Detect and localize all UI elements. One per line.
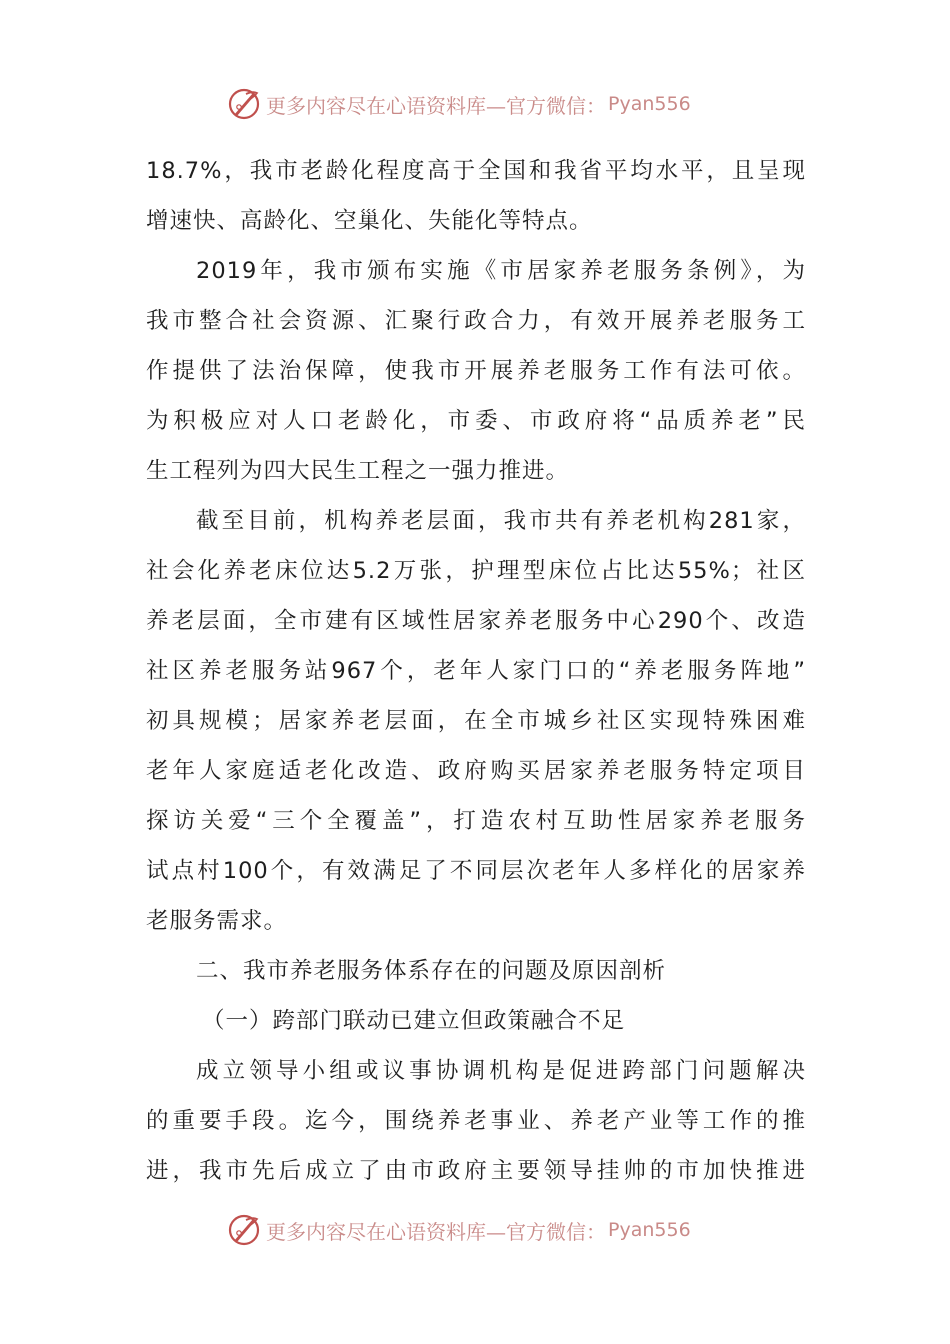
text-line: 为积极应对人口老龄化，市委、市政府将“品质养老”民 — [146, 408, 806, 434]
text-line: 成立领导小组或议事协调机构是促进跨部门问题解决 — [196, 1058, 806, 1084]
text-line: 养老层面，全市建有区域性居家养老服务中心290个、改造 — [146, 608, 806, 634]
watermark-wechat-id: Pyan556 — [608, 93, 691, 115]
text-line: 我市整合社会资源、汇聚行政合力，有效开展养老服务工 — [146, 308, 806, 334]
watermark-text: 更多内容尽在心语资料库—官方微信： — [266, 93, 606, 118]
text-line: 生工程列为四大民生工程之一强力推进。 — [146, 458, 570, 484]
watermark-wechat-id: Pyan556 — [608, 1219, 691, 1241]
text-line: 社区养老服务站967个，老年人家门口的“养老服务阵地” — [146, 658, 806, 684]
text-line: 老服务需求。 — [146, 908, 288, 934]
text-line: 2019年，我市颁布实施《市居家养老服务条例》，为 — [196, 258, 806, 284]
text-line: 试点村100个，有效满足了不同层次老年人多样化的居家养 — [146, 858, 806, 884]
text-line: 的重要手段。迄今，围绕养老事业、养老产业等工作的推 — [146, 1108, 806, 1134]
quill-logo-icon — [226, 1212, 262, 1248]
text-line: 增速快、高龄化、空巢化、失能化等特点。 — [146, 208, 593, 234]
text-line: 进，我市先后成立了由市政府主要领导挂帅的市加快推进 — [146, 1158, 806, 1184]
text-line: 18.7%，我市老龄化程度高于全国和我省平均水平，且呈现 — [146, 158, 806, 184]
watermark-footer — [226, 1210, 746, 1250]
text-line: 作提供了法治保障，使我市开展养老服务工作有法可依。 — [146, 358, 806, 384]
watermark-header — [226, 84, 746, 124]
text-line: 社会化养老床位达5.2万张，护理型床位占比达55%；社区 — [146, 558, 806, 584]
document-body — [146, 146, 806, 1196]
text-line: 截至目前，机构养老层面，我市共有养老机构281家， — [196, 508, 806, 534]
quill-logo-icon — [226, 86, 262, 122]
subsection-heading: （一）跨部门联动已建立但政策融合不足 — [202, 1008, 626, 1034]
text-line: 老年人家庭适老化改造、政府购买居家养老服务特定项目 — [146, 758, 806, 784]
text-line: 初具规模；居家养老层面，在全市城乡社区实现特殊困难 — [146, 708, 806, 734]
section-heading: 二、我市养老服务体系存在的问题及原因剖析 — [196, 958, 667, 984]
watermark-text: 更多内容尽在心语资料库—官方微信： — [266, 1219, 606, 1244]
text-line: 探访关爱“三个全覆盖”，打造农村互助性居家养老服务 — [146, 808, 806, 834]
